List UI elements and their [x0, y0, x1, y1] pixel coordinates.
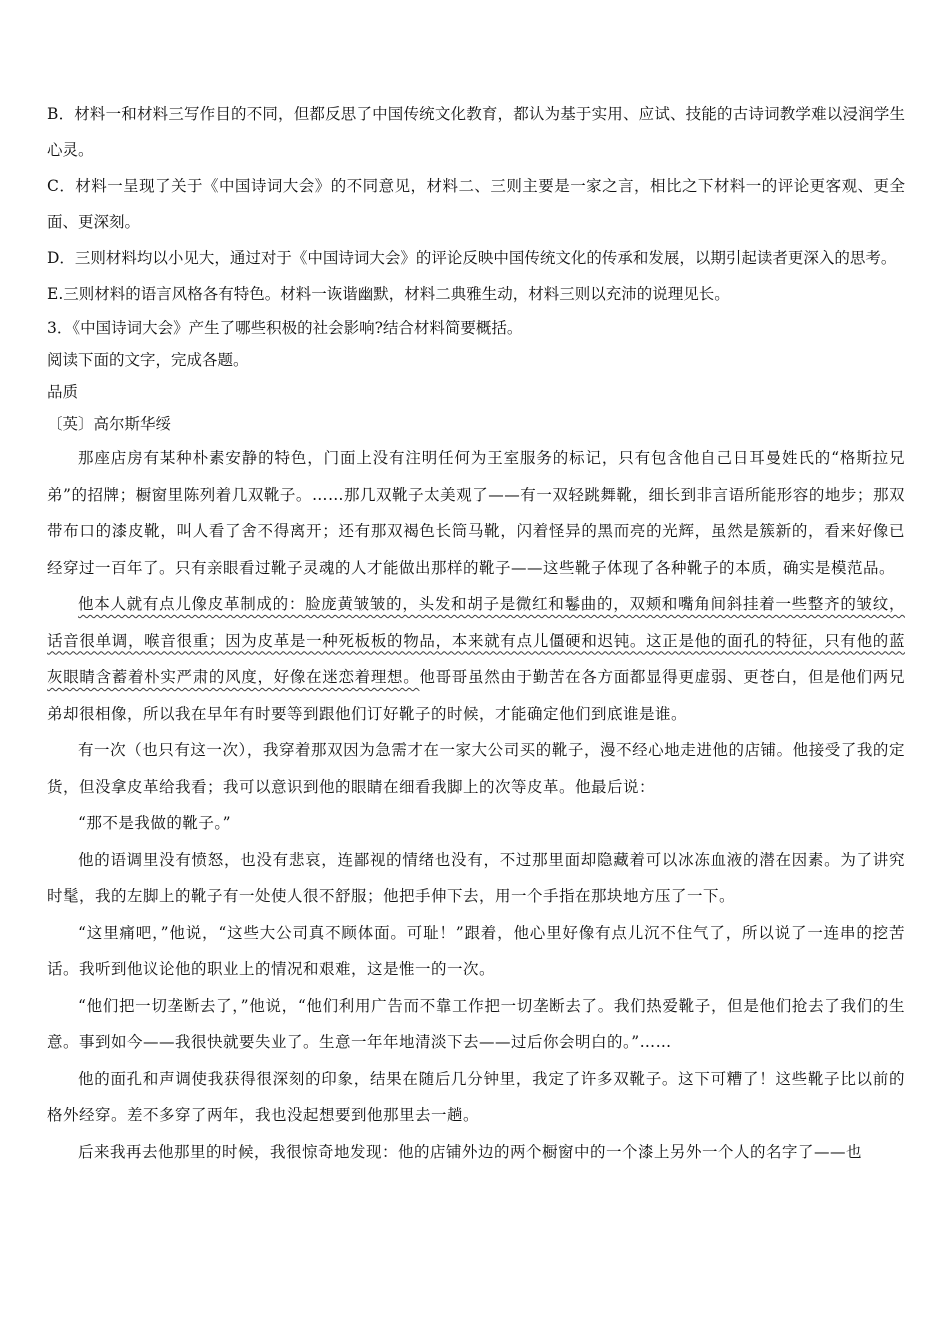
story-paragraph-6: “这里痛吧，”他说，“这些大公司真不顾体面。可耻！”跟着，他心里好像有点儿沉不住气了，所以说了一连串的挖苦话。我听到他议论他的职业上的情况和艰难，这是惟一的一次。 [47, 923, 905, 978]
option-b: B．材料一和材料三写作目的不同，但都反思了中国传统文化教育，都认为基于实用、应试、技能的古诗词教学难以浸润学生心灵。 [47, 105, 905, 159]
option-e: E.三则材料的语言风格各有特色。材料一诙谐幽默，材料二典雅生动，材料三则以充沛的说理见长。 [47, 285, 730, 303]
story-paragraph-9: 后来我再去他那里的时候，我很惊奇地发现：他的店铺外边的两个橱窗中的一个漆上另外一个人的名字了——也 [78, 1142, 863, 1161]
story-paragraph-5: 他的语调里没有愤怒，也没有悲哀，连鄙视的情绪也没有，不过那里面却隐藏着可以冰冻血液的潜在因素。为了讲究时髦，我的左脚上的靴子有一处使人很不舒服；他把手伸下去，用一个手指在那块地方压了一下。 [47, 850, 905, 905]
underlined-passage: 他本人就有点儿像皮革制成的：脸庞黄皱皱的，头发和胡子是微红和鬈曲的，双颊和嘴角间斜挂着一些整齐的皱纹，话音很单调，喉音很重；因为皮革是一种死板板的物品，本来就有点儿僵硬和迟钝。这正是他的面孔的特征，只有他的蓝灰眼睛含蓄着朴实严肃的风度，好像在迷恋着理想。 [47, 595, 905, 686]
question-3: 3．《中国诗词大会》产生了哪些积极的社会影响?结合材料简要概括。 [47, 319, 523, 337]
reading-instruction: 阅读下面的文字，完成各题。 [47, 351, 249, 369]
story-paragraph-2 [47, 586, 905, 732]
story-paragraph-3: 有一次（也只有这一次），我穿着那双因为急需才在一家大公司买的靴子，漫不经心地走进他的店铺。他接受了我的定货，但没拿皮革给我看；我可以意识到他的眼睛在细看我脚上的次等皮革。他最后说： [47, 741, 905, 796]
paragraph-2-rest: 他哥哥虽然由于勤苦在各方面都显得更虚弱、更苍白，但是他们两兄弟却很相像，所以我在早年有时要等到跟他们订好靴子的时候，才能确定他们到底谁是谁。 [47, 668, 905, 723]
story-paragraph-4: “那不是我做的靴子。” [78, 814, 232, 832]
story-paragraph-8: 他的面孔和声调使我获得很深刻的印象，结果在随后几分钟里，我定了许多双靴子。这下可糟了！这些靴子比以前的格外经穿。差不多穿了两年，我也没起想要到他那里去一趟。 [47, 1069, 905, 1124]
story-author: 〔英〕高尔斯华绥 [47, 415, 172, 433]
document-page [47, 96, 905, 1170]
story-paragraph-1: 那座店房有某种朴素安静的特色，门面上没有注明任何为王室服务的标记，只有包含他自己日耳曼姓氏的“格斯拉兄弟”的招牌；橱窗里陈列着几双靴子。……那几双靴子太美观了——有一双轻跳舞靴，细长到非言语所能形容的地步；那双带布口的漆皮靴，叫人看了舍不得离开；还有那双褐色长筒马靴，闪着怪异的黑而亮的光辉，虽然是簇新的，看来好像已经穿过一百年了。只有亲眼看过靴子灵魂的人才能做出那样的靴子——这些靴子体现了各种靴子的本质，确实是模范品。 [47, 449, 905, 577]
story-title: 品质 [47, 383, 79, 401]
option-c: C．材料一呈现了关于《中国诗词大会》的不同意见，材料二、三则主要是一家之言，相比之下材料一的评论更客观、更全面、更深刻。 [47, 177, 905, 231]
option-d: D．三则材料均以小见大，通过对于《中国诗词大会》的评论反映中国传统文化的传承和发展，以期引起读者更深入的思考。 [47, 249, 897, 267]
story-paragraph-7: “他们把一切垄断去了，”他说，“他们利用广告而不靠工作把一切垄断去了。我们热爱靴子，但是他们抢去了我们的生意。事到如今——我很快就要失业了。生意一年年地清淡下去——过后你会明白的。”…… [47, 996, 905, 1051]
